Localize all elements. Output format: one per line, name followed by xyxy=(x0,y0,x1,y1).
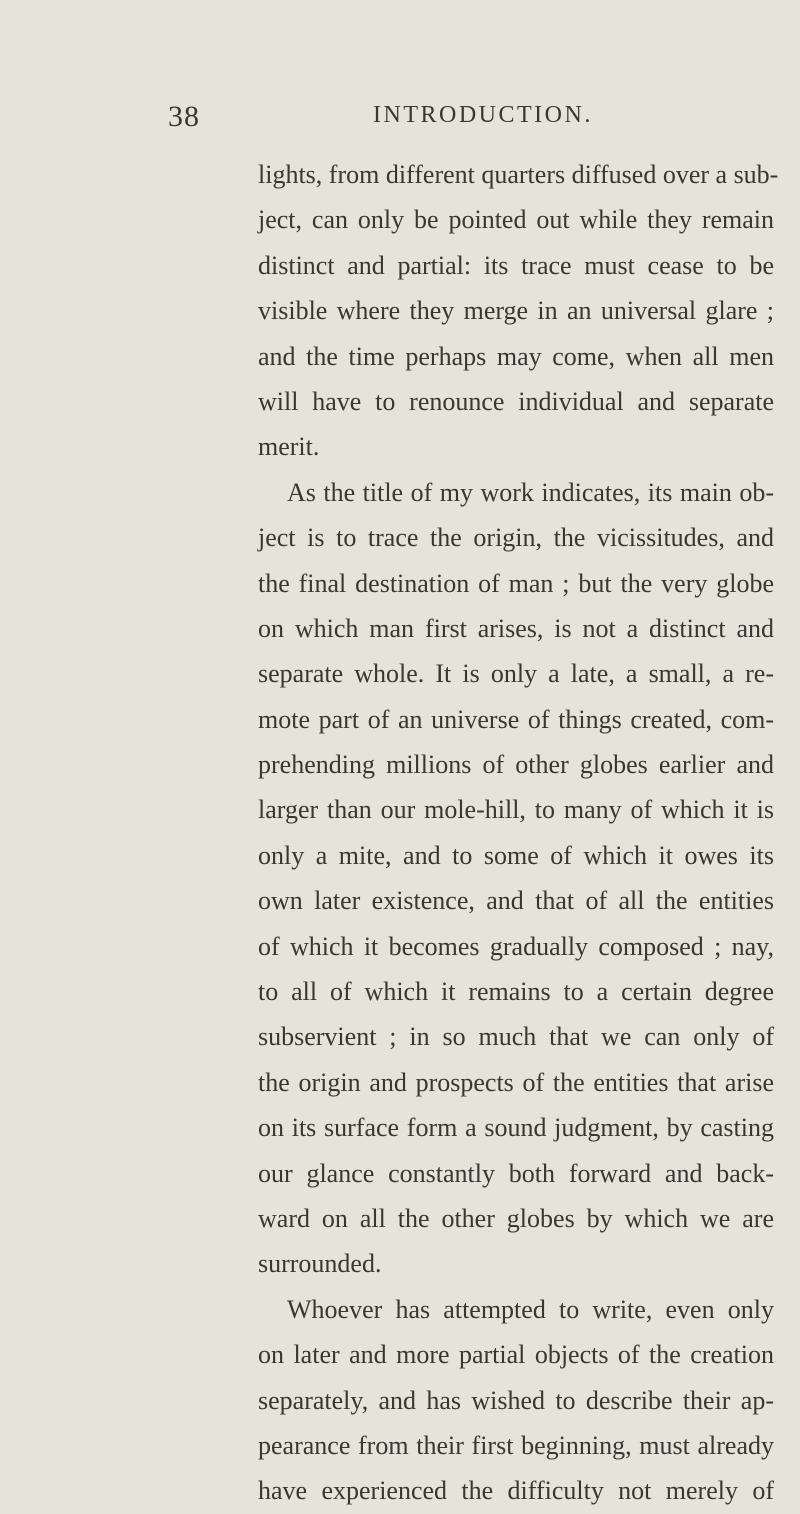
text-line: separately, and has wished to describe their ap- xyxy=(258,1385,774,1415)
text-line: distinct and partial: its trace must cease to be xyxy=(258,250,774,280)
text-line: of which it becomes gradually composed ; nay, xyxy=(258,931,774,961)
text-line: separate whole. It is only a late, a small, a re- xyxy=(258,659,774,689)
text-line: have experienced the difficulty not merely of xyxy=(258,1476,774,1506)
text-line: own later existence, and that of all the entities xyxy=(258,886,774,916)
text-line: will have to renounce individual and separate xyxy=(258,386,774,416)
text-line: only a mite, and to some of which it owes its xyxy=(258,840,774,870)
running-head xyxy=(0,100,800,140)
text-line: surrounded. xyxy=(258,1249,382,1279)
text-line: lights, from different quarters diffused over a sub- xyxy=(258,160,779,189)
text-line: the final destination of man ; but the very globe xyxy=(258,568,774,598)
text-line: the origin and prospects of the entities that arise xyxy=(258,1067,774,1097)
text-line: As the title of my work indicates, its main ob- xyxy=(287,477,774,507)
text-line: to all of which it remains to a certain degree xyxy=(258,977,774,1007)
text-line: larger than our mole-hill, to many of which it is xyxy=(258,795,774,825)
running-title: INTRODUCTION. xyxy=(373,102,593,128)
text-line: subservient ; in so much that we can only of xyxy=(258,1022,774,1052)
text-line: on which man first arises, is not a distinct and xyxy=(258,613,774,643)
page-number: 38 xyxy=(168,100,200,133)
text-line: visible where they merge in an universal glare ; xyxy=(258,296,774,326)
text-line: prehending millions of other globes earlier and xyxy=(258,750,774,780)
text-line: Whoever has attempted to write, even only xyxy=(287,1294,774,1324)
text-line: ject is to trace the origin, the vicissitudes, and xyxy=(258,523,774,553)
text-line: on its surface form a sound judgment, by casting xyxy=(258,1113,774,1143)
text-line: ward on all the other globes by which we are xyxy=(258,1203,774,1233)
text-line: our glance constantly both forward and back- xyxy=(258,1158,774,1188)
text-line: and the time perhaps may come, when all men xyxy=(258,341,774,371)
text-line: mote part of an universe of things created, com- xyxy=(258,704,774,734)
body-text xyxy=(258,152,779,1514)
text-line: pearance from their first beginning, must already xyxy=(258,1430,774,1460)
text-line: on later and more partial objects of the creation xyxy=(258,1340,774,1370)
text-line: merit. xyxy=(258,432,320,462)
text-line: ject, can only be pointed out while they remain xyxy=(258,205,774,235)
